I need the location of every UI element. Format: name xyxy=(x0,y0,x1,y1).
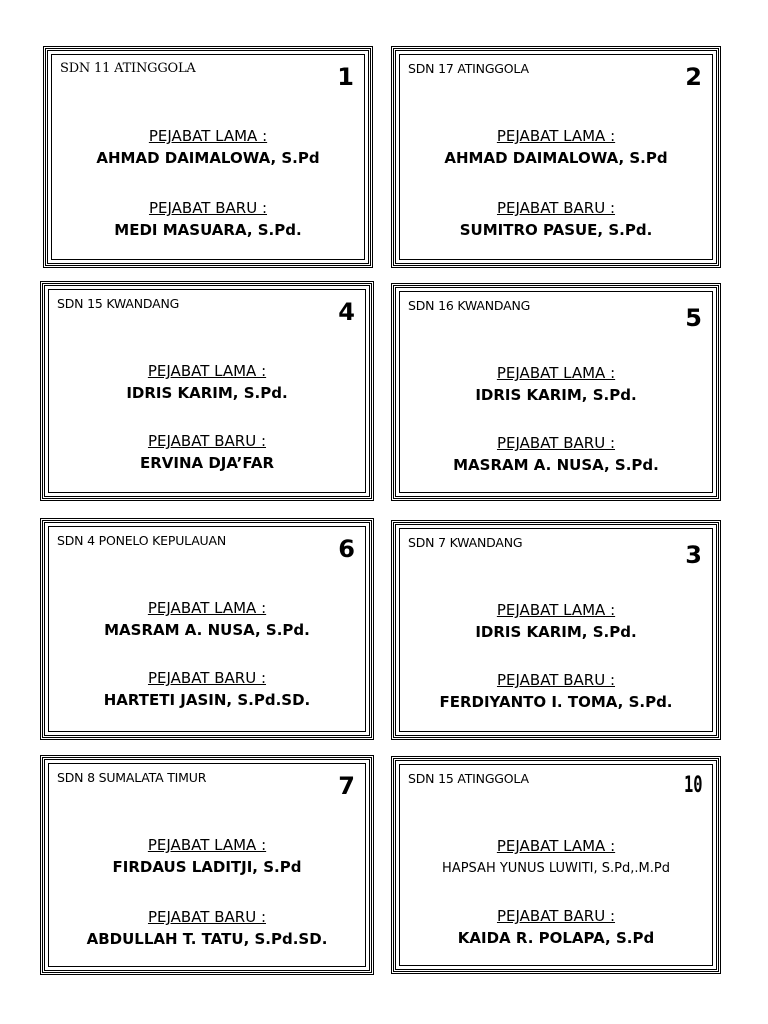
new-official-block xyxy=(396,199,716,239)
old-official-label: PEJABAT LAMA : xyxy=(496,601,616,619)
new-official-block xyxy=(396,907,716,947)
school-name: SDN 4 PONELO KEPULAUAN xyxy=(57,533,227,548)
card-2 xyxy=(393,48,719,266)
old-official-name: FIRDAUS LADITJI, S.Pd xyxy=(112,858,302,876)
card-number: 1 xyxy=(337,63,354,91)
card-5 xyxy=(42,520,372,738)
new-official-label: PEJABAT BARU : xyxy=(147,432,267,450)
new-official-label: PEJABAT BARU : xyxy=(496,907,616,925)
card-4 xyxy=(393,285,719,499)
new-official-name: MEDI MASUARA, S.Pd. xyxy=(114,221,302,239)
new-official-block xyxy=(45,669,369,709)
old-official-block xyxy=(396,127,716,167)
old-official-name: HAPSAH YUNUS LUWITI, S.Pd,.M.Pd xyxy=(442,861,670,876)
old-official-label: PEJABAT LAMA : xyxy=(148,127,268,145)
old-official-block xyxy=(48,127,368,167)
school-name: SDN 7 KWANDANG xyxy=(408,535,523,550)
old-official-label: PEJABAT LAMA : xyxy=(496,127,616,145)
card-number: 4 xyxy=(338,298,355,326)
new-official-name: ABDULLAH T. TATU, S.Pd.SD. xyxy=(86,930,328,948)
new-official-label: PEJABAT BARU : xyxy=(496,434,616,452)
old-official-name: MASRAM A. NUSA, S.Pd. xyxy=(104,621,310,639)
old-official-name: AHMAD DAIMALOWA, S.Pd xyxy=(96,149,320,167)
old-official-block xyxy=(45,836,369,876)
new-official-label: PEJABAT BARU : xyxy=(147,908,267,926)
old-official-label: PEJABAT LAMA : xyxy=(496,364,616,382)
school-name: SDN 16 KWANDANG xyxy=(408,298,531,313)
new-official-block xyxy=(45,908,369,948)
card-8 xyxy=(393,758,719,972)
new-official-name: SUMITRO PASUE, S.Pd. xyxy=(459,221,653,239)
old-official-label: PEJABAT LAMA : xyxy=(147,836,267,854)
old-official-label: PEJABAT LAMA : xyxy=(496,837,616,855)
school-name: SDN 15 KWANDANG xyxy=(57,296,180,311)
new-official-name: ERVINA DJA’FAR xyxy=(139,454,275,472)
old-official-name: IDRIS KARIM, S.Pd. xyxy=(475,386,637,404)
card-number: 10 xyxy=(683,773,702,798)
new-official-label: PEJABAT BARU : xyxy=(496,199,616,217)
card-3 xyxy=(42,283,372,499)
new-official-label: PEJABAT BARU : xyxy=(496,671,616,689)
old-official-block xyxy=(45,362,369,402)
old-official-block xyxy=(396,837,716,876)
school-name: SDN 15 ATINGGOLA xyxy=(408,771,529,786)
new-official-block xyxy=(45,432,369,472)
old-official-block xyxy=(396,364,716,404)
new-official-name: KAIDA R. POLAPA, S.Pd xyxy=(457,929,655,947)
card-7 xyxy=(42,757,372,973)
new-official-block xyxy=(396,434,716,474)
new-official-name: FERDIYANTO I. TOMA, S.Pd. xyxy=(439,693,673,711)
school-name: SDN 11 ATINGGOLA xyxy=(60,61,196,76)
old-official-name: IDRIS KARIM, S.Pd. xyxy=(126,384,288,402)
old-official-name: IDRIS KARIM, S.Pd. xyxy=(475,623,637,641)
new-official-name: HARTETI JASIN, S.Pd.SD. xyxy=(103,691,311,709)
new-official-block xyxy=(396,671,716,711)
card-number: 7 xyxy=(338,772,355,800)
new-official-block xyxy=(48,199,368,239)
card-6 xyxy=(393,522,719,738)
school-name: SDN 8 SUMALATA TIMUR xyxy=(57,770,207,785)
card-1 xyxy=(45,48,371,266)
card-number: 3 xyxy=(685,541,702,569)
new-official-label: PEJABAT BARU : xyxy=(147,669,267,687)
card-number: 5 xyxy=(685,304,702,332)
new-official-name: MASRAM A. NUSA, S.Pd. xyxy=(453,456,659,474)
old-official-block xyxy=(396,601,716,641)
old-official-name: AHMAD DAIMALOWA, S.Pd xyxy=(444,149,668,167)
school-name: SDN 17 ATINGGOLA xyxy=(408,61,529,76)
new-official-label: PEJABAT BARU : xyxy=(148,199,268,217)
card-number: 6 xyxy=(338,535,355,563)
card-number: 2 xyxy=(685,63,702,91)
old-official-block xyxy=(45,599,369,639)
old-official-label: PEJABAT LAMA : xyxy=(147,599,267,617)
old-official-label: PEJABAT LAMA : xyxy=(147,362,267,380)
